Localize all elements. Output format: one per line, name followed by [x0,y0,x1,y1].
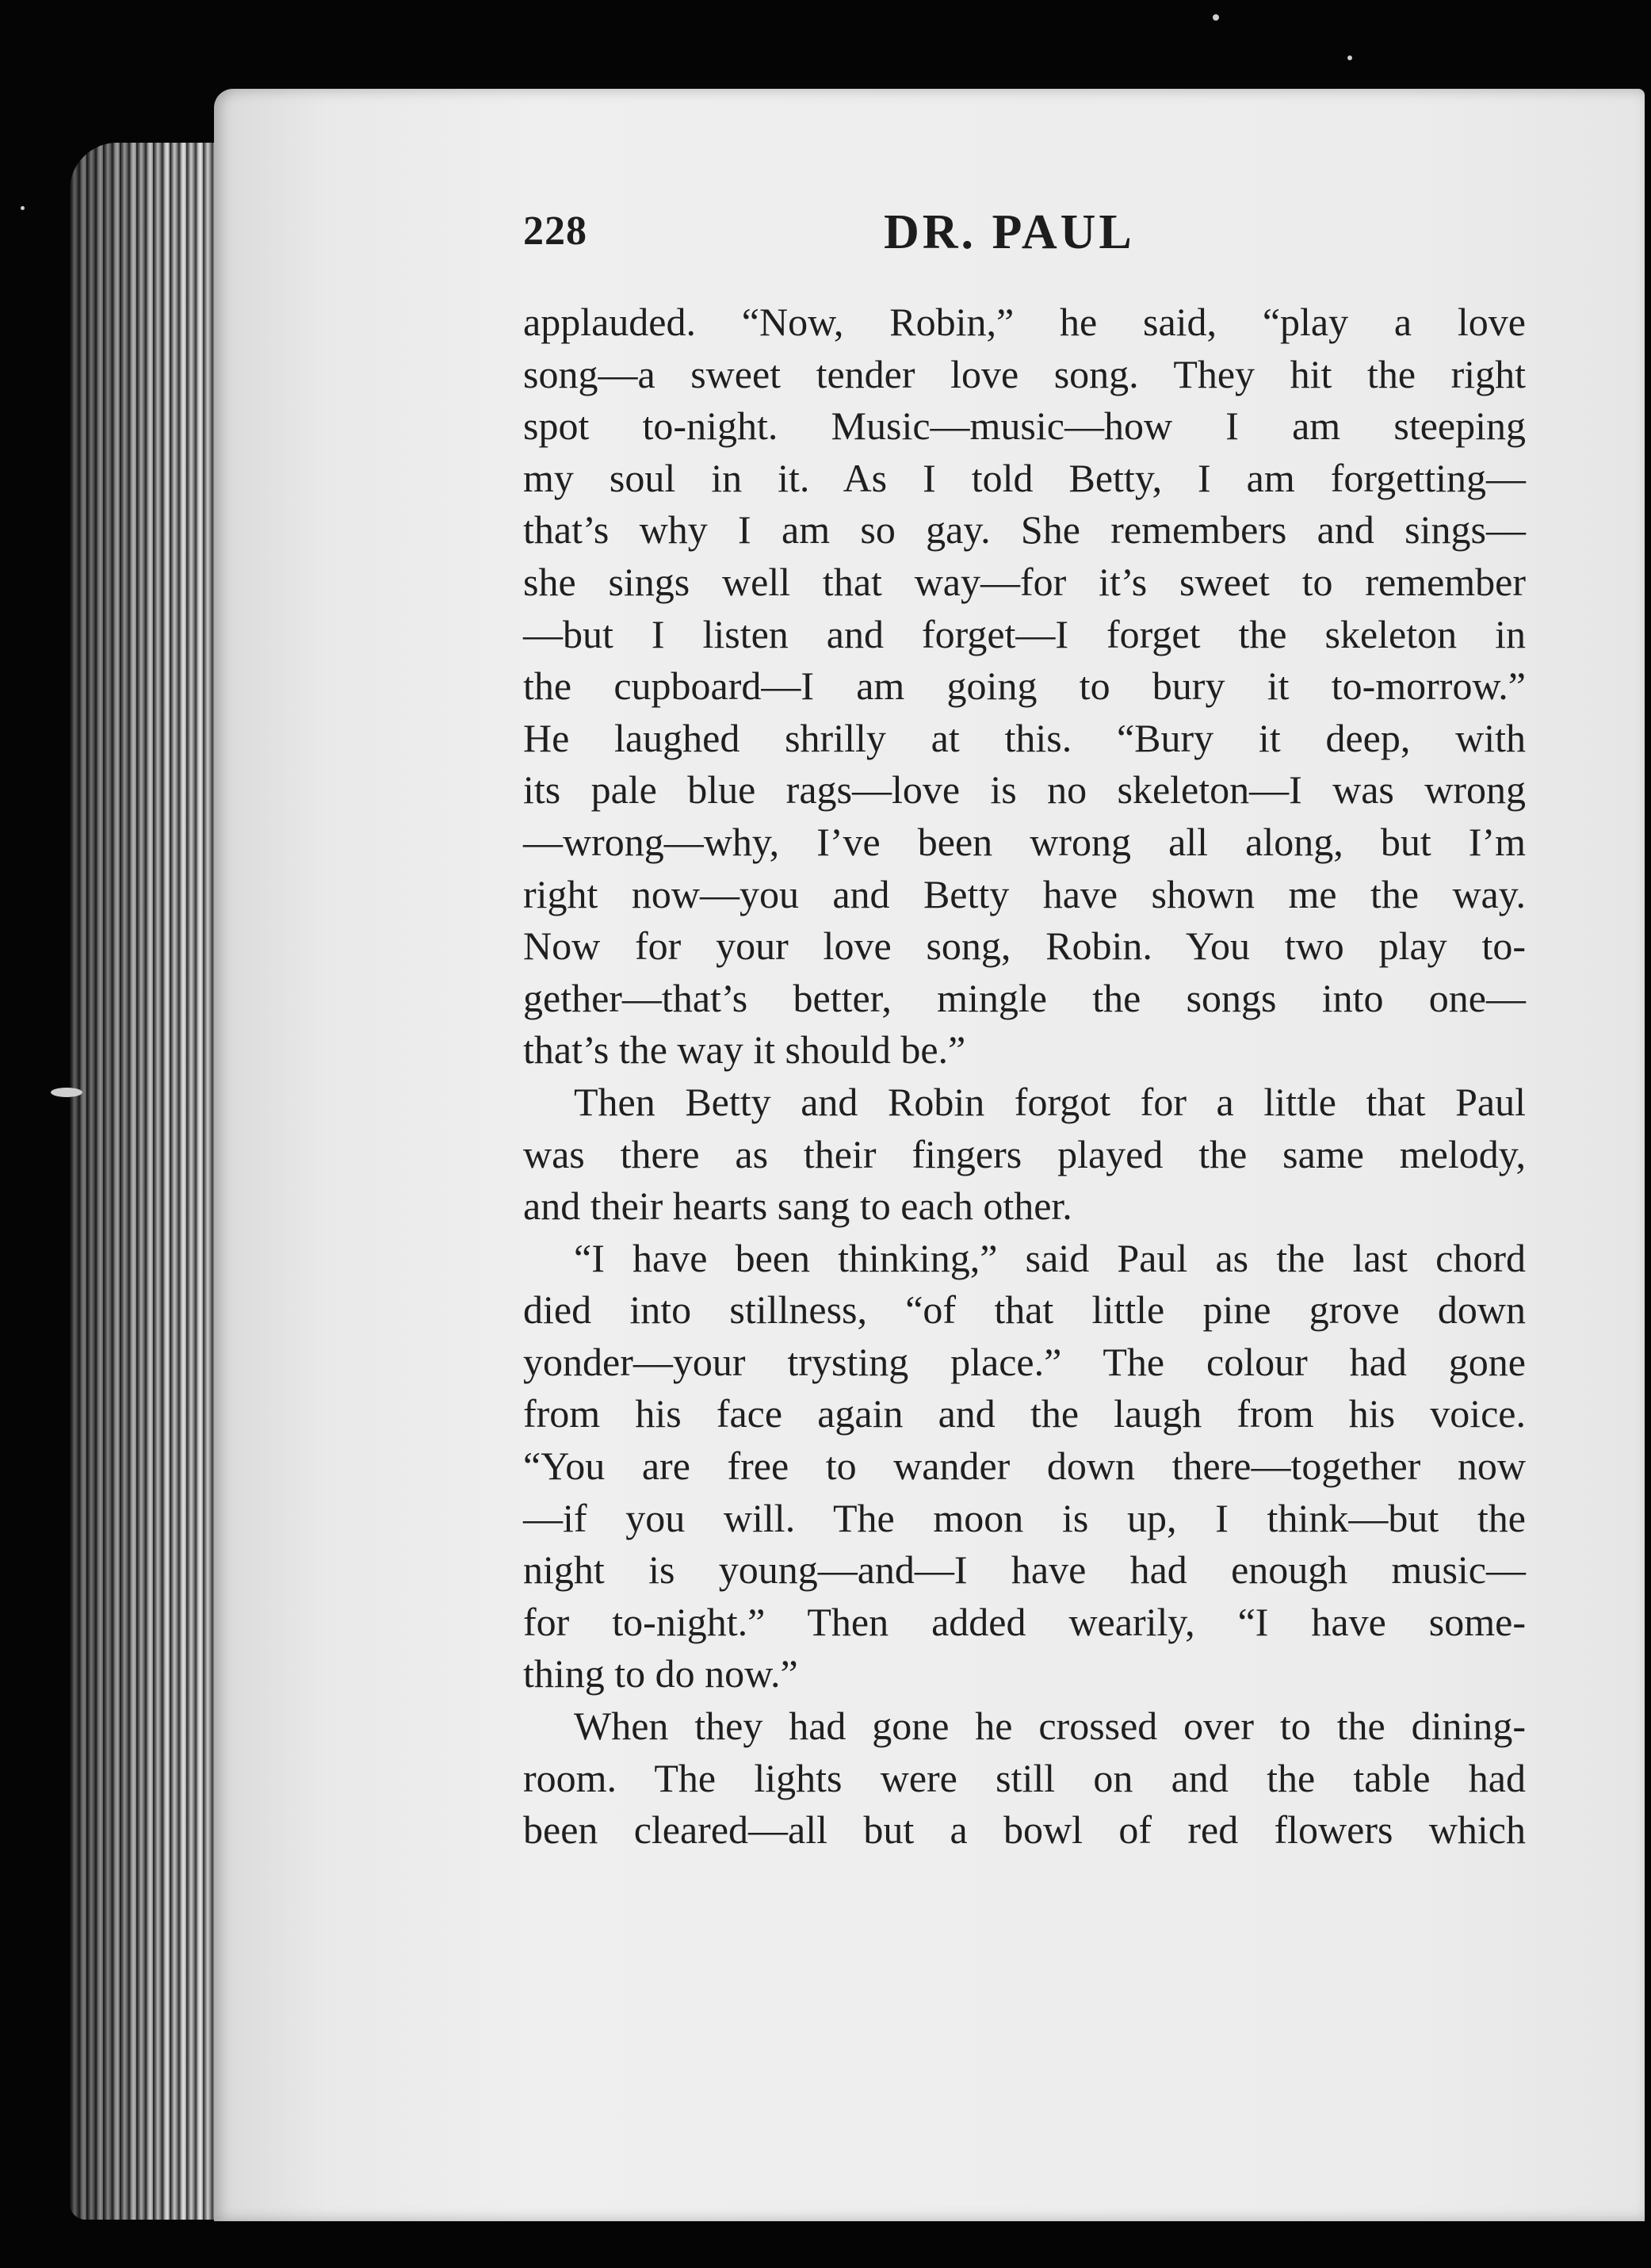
text-line: its pale blue rags—love is no skeleton—I was wrong [523,767,1526,813]
text-line: spot to-night. Music—music—how I am steeping [523,403,1526,449]
text-line: He laughed shrilly at this. “Bury it deep, with [523,715,1526,760]
page-edges-shadow [70,143,236,2220]
text-line: —if you will. The moon is up, I think—but the [523,1495,1526,1540]
text-line: died into stillness, “of that little pine grove down [523,1287,1526,1333]
text-line: room. The lights were still on and the table had [523,1755,1526,1800]
page-header [523,205,1514,271]
text-line: —but I listen and forget—I forget the skeleton in [523,611,1526,656]
text-line: night is young—and—I have had enough music— [523,1547,1526,1593]
text-line: from his face again and the laugh from his voice. [523,1391,1526,1436]
text-line: “I have been thinking,” said Paul as the last chord [574,1235,1526,1280]
text-line: —wrong—why, I’ve been wrong all along, but I’m [523,819,1526,864]
dust-speck [1213,14,1219,21]
text-line: was there as their fingers played the same melody, [523,1131,1526,1176]
dust-speck [21,206,25,210]
body-text [523,296,1526,1857]
text-line: applauded. “Now, Robin,” he said, “play a love [523,300,1526,344]
text-line: When they had gone he crossed over to the dining- [574,1704,1526,1749]
text-line: that’s why I am so gay. She remembers and sings— [523,507,1526,553]
text-line: the cupboard—I am going to bury it to-morrow.” [523,664,1526,709]
running-head: DR. PAUL [884,205,1135,259]
text-line: thing to do now.” [523,1651,798,1696]
dust-speck [1347,55,1352,60]
text-line: she sings well that way—for it’s sweet to remember [523,559,1526,604]
text-line: that’s the way it should be.” [523,1027,966,1073]
text-line: right now—you and Betty have shown me the way. [523,871,1526,916]
text-line: Then Betty and Robin forgot for a little that Paul [574,1079,1526,1124]
text-line: yonder—your trysting place.” The colour had gone [523,1339,1526,1384]
dust-speck [51,1088,82,1097]
text-line: “You are free to wander down there—together now [523,1444,1526,1489]
text-line: song—a sweet tender love song. They hit the right [523,351,1526,396]
text-line: been cleared—all but a bowl of red flowers which [523,1807,1526,1853]
text-line: gether—that’s better, mingle the songs into one— [523,975,1526,1020]
text-line: for to-night.” Then added wearily, “I have some- [523,1599,1526,1644]
text-line: my soul in it. As I told Betty, I am forgetting— [523,455,1526,500]
page-number: 228 [523,208,587,254]
text-line: Now for your love song, Robin. You two play to- [523,924,1526,969]
text-line: and their hearts sang to each other. [523,1184,1072,1229]
